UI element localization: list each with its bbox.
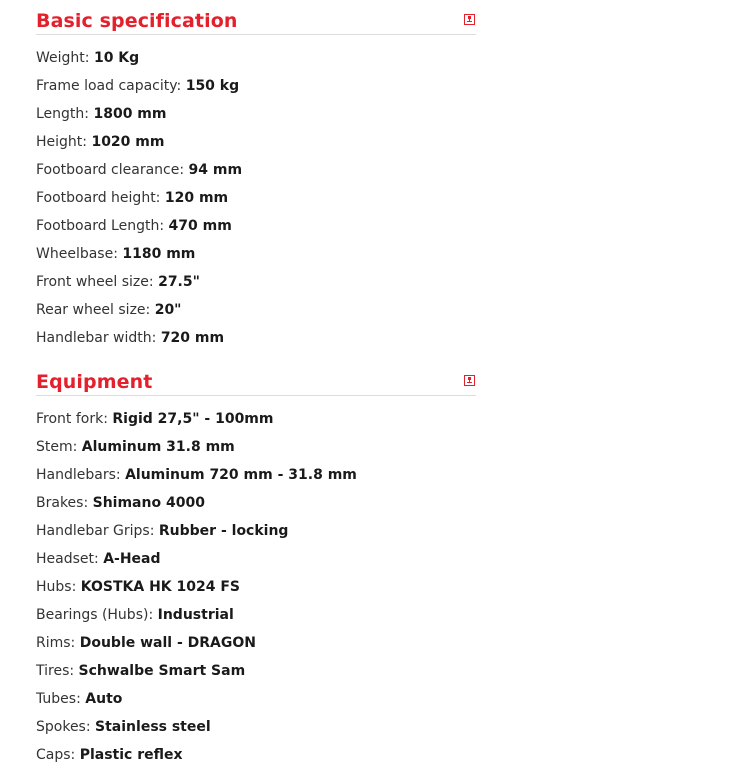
spec-value: Aluminum 31.8 mm [81,439,235,455]
spec-item-tubes [36,685,476,713]
spec-item-handlebar-width [36,324,476,352]
spec-value: Shimano 4000 [92,495,205,511]
spec-value: Auto [85,691,123,707]
spec-label: Brakes: [36,495,89,511]
spec-label: Footboard Length: [36,218,165,234]
spec-item-length [36,100,476,128]
spec-label: Bearings (Hubs): [36,607,154,623]
spec-item-handlebar-grips [36,517,476,545]
spec-value: Rigid 27,5" - 100mm [112,411,274,427]
section-title: Basic specification [36,10,238,32]
spec-item-rear-wheel-size [36,296,476,324]
spec-label: Tires: [36,663,75,679]
spec-label: Footboard height: [36,190,161,206]
spec-list [36,44,476,352]
spec-item-height [36,128,476,156]
spec-value: KOSTKA HK 1024 FS [80,579,241,595]
spec-list [36,405,476,769]
section-header[interactable] [36,367,476,396]
spec-label: Length: [36,106,90,122]
spec-value: 20" [154,302,182,318]
spec-item-hubs [36,573,476,601]
spec-value: Rubber - locking [158,523,289,539]
equipment-section [36,367,476,769]
section-header[interactable] [36,6,476,35]
spec-label: Handlebars: [36,467,121,483]
spec-value: 470 mm [168,218,232,234]
spec-value: A-Head [103,551,161,567]
spec-item-weight [36,44,476,72]
spec-value: 1800 mm [93,106,167,122]
spec-label: Handlebar width: [36,330,157,346]
spec-value: 10 Kg [93,50,140,66]
spec-label: Rear wheel size: [36,302,151,318]
spec-value: 120 mm [164,190,229,206]
spec-label: Headset: [36,551,99,567]
spec-item-brakes [36,489,476,517]
spec-label: Front wheel size: [36,274,154,290]
spec-label: Height: [36,134,87,150]
collapse-glyph-icon [465,376,474,385]
spec-item-front-fork [36,405,476,433]
spec-label: Front fork: [36,411,108,427]
spec-value: Plastic reflex [79,747,183,763]
spec-item-rims [36,629,476,657]
spec-label: Footboard clearance: [36,162,185,178]
spec-item-handlebars [36,461,476,489]
section-title: Equipment [36,371,153,393]
spec-label: Rims: [36,635,76,651]
spec-item-footboard-length [36,212,476,240]
spec-value: 1020 mm [91,134,165,150]
spec-label: Stem: [36,439,78,455]
spec-label: Frame load capacity: [36,78,182,94]
spec-item-front-wheel-size [36,268,476,296]
spec-value: 27.5" [158,274,200,290]
spec-value: Stainless steel [95,719,211,735]
collapse-glyph-icon [465,15,474,24]
spec-value: 94 mm [188,162,243,178]
spec-label: Wheelbase: [36,246,118,262]
spec-label: Spokes: [36,719,91,735]
spec-value: 1180 mm [122,246,196,262]
spec-value: Industrial [157,607,234,623]
spec-item-footboard-clearance [36,156,476,184]
spec-item-spokes [36,713,476,741]
spec-item-stem [36,433,476,461]
spec-label: Handlebar Grips: [36,523,155,539]
spec-label: Tubes: [36,691,81,707]
spec-value: Aluminum 720 mm - 31.8 mm [125,467,357,483]
spec-item-caps [36,741,476,769]
basic-specification-section [36,6,476,352]
spec-item-frame-load-capacity [36,72,476,100]
spec-item-tires [36,657,476,685]
spec-item-footboard-height [36,184,476,212]
spec-item-bearings-hubs [36,601,476,629]
spec-item-wheelbase [36,240,476,268]
collapse-icon[interactable] [464,375,475,386]
spec-value: Double wall - DRAGON [79,635,256,651]
spec-value: Schwalbe Smart Sam [78,663,246,679]
spec-label: Hubs: [36,579,77,595]
spec-label: Weight: [36,50,90,66]
spec-label: Caps: [36,747,76,763]
collapse-icon[interactable] [464,14,475,25]
spec-value: 150 kg [185,78,240,94]
spec-item-headset [36,545,476,573]
spec-value: 720 mm [160,330,225,346]
